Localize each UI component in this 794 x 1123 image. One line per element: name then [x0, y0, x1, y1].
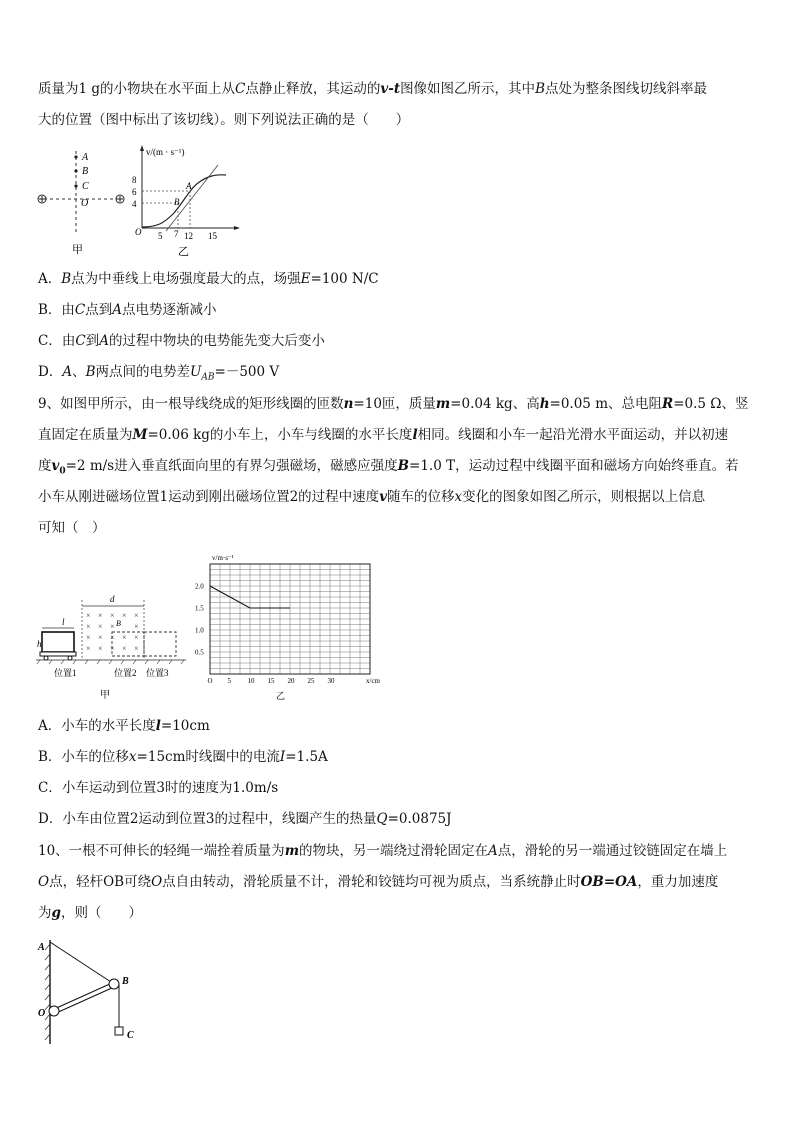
q9-figure-jia — [36, 592, 206, 704]
q9-option-a: A．小车的水平长度l=10cm — [38, 718, 210, 734]
field-cross: × — [134, 622, 139, 631]
field-cross: × — [86, 633, 91, 642]
q9-option-b: B．小车的位移x=15cm时线圈中的电流I=1.5A — [38, 749, 328, 765]
label-pos3: 位置3 — [146, 668, 169, 678]
field-cross: × — [134, 611, 139, 620]
label-l: l — [62, 617, 65, 627]
q9-stem-line1: 9、如图甲所示，由一根导线绕成的矩形线圈的匝数n=10匝，质量m=0.04 kg、高h=0.05 m、总电阻R=0.5 Ω、竖 — [38, 396, 749, 412]
label-O: O — [81, 198, 89, 209]
q9-stem-line3: 度$v_0=2$ m/s进入垂直纸面向里的有界匀强磁场，磁感应强度B=1.0 T，运动过程中线圈平面和磁场方向始终垂直。若 — [38, 458, 739, 477]
field-cross: × — [98, 611, 103, 620]
x-tick-label: 30 — [327, 677, 335, 685]
origin: O — [135, 227, 142, 237]
x-tick-label: 5 — [227, 677, 231, 685]
ytick-8: 8 — [132, 175, 137, 185]
label-C: C — [82, 181, 89, 192]
point-A: A — [186, 181, 192, 191]
q9-stem-line2: 直固定在质量为M=0.06 kg的小车上，小车与线圈的水平长度l相同。线圈和小车一起沿光滑水平面运动，并以初速 — [38, 427, 729, 443]
ylabel: v/(m · s⁻¹) — [146, 147, 185, 157]
label-O: O — [38, 1008, 46, 1019]
x-tick-label: 25 — [307, 677, 315, 685]
label-h: h — [37, 639, 42, 649]
field-cross: × — [86, 644, 91, 653]
q10-stem-line3: 为g，则（ ） — [38, 905, 142, 921]
caption-jia: 甲 — [72, 244, 83, 256]
x-tick-label: 10 — [247, 677, 255, 685]
label-d: d — [110, 594, 115, 604]
q9-option-c: C．小车运动到位置3时的速度为1.0m/s — [38, 780, 279, 796]
chart-xlabel: x/cm — [366, 677, 380, 685]
y-tick-label: 1.0 — [195, 626, 204, 635]
label-A: A — [38, 942, 45, 953]
q8-option-c: C．由C到A的过程中物块的电势能先变大后变小 — [38, 333, 325, 349]
q10-figure — [36, 936, 156, 1046]
label-B: B — [116, 619, 121, 628]
field-cross: × — [110, 644, 115, 653]
q10-stem-line1: 10、一根不可伸长的轻绳一端拴着质量为m的物块，另一端绕过滑轮固定在A点，滑轮的另一端通过铰链固定在墙上 — [38, 843, 728, 859]
xtick-5: 5 — [158, 231, 163, 241]
point-B: B — [174, 197, 180, 207]
q9-figure-yi — [192, 550, 392, 700]
label-pos1: 位置1 — [54, 668, 77, 678]
q8-stem-line1: 质量为1 g的小物块在水平面上从C点静止释放，其运动的v-t图像如图乙所示，其中B点处为整条图线切线斜率最 — [38, 81, 707, 97]
field-cross: × — [110, 611, 115, 620]
field-cross: × — [98, 633, 103, 642]
xtick-12: 12 — [184, 231, 193, 241]
field-cross: × — [86, 611, 91, 620]
field-cross: × — [98, 644, 103, 653]
x-tick-label: O — [207, 677, 213, 685]
q9-stem-line4: 小车从刚进磁场位置1运动到刚出磁场位置2的过程中速度v随车的位移x变化的图象如图乙所示，则根据以上信息 — [38, 489, 706, 505]
q8-option-d: D．A、B两点间的电势差$U_{AB}=-500$ V — [38, 364, 280, 383]
field-cross: × — [122, 611, 127, 620]
y-tick-label: 1.5 — [195, 604, 204, 613]
q8-figure-jia — [34, 143, 134, 263]
q9-option-d: D．小车由位置2运动到位置3的过程中，线圈产生的热量Q=0.0875J — [38, 811, 452, 827]
x-tick-label: 20 — [287, 677, 295, 685]
label-pos2: 位置2 — [114, 668, 137, 678]
caption-yi: 乙 — [178, 246, 189, 258]
q8-figure-yi — [130, 143, 250, 263]
label-B: B — [82, 166, 89, 177]
ytick-6: 6 — [132, 187, 137, 197]
field-cross: × — [110, 633, 115, 642]
q8-stem-line2: 大的位置（图中标出了该切线）。则下列说法正确的是（ ） — [38, 112, 410, 128]
y-tick-label: 2.0 — [195, 582, 204, 591]
xtick-7: 7 — [174, 229, 179, 239]
field-cross: × — [122, 644, 127, 653]
field-cross: × — [122, 633, 127, 642]
field-cross: × — [110, 622, 115, 631]
field-cross: × — [86, 622, 91, 631]
chart-caption: 乙 — [276, 691, 286, 700]
label-C: C — [127, 1030, 134, 1041]
q9-stem-line5: 可知（ ） — [38, 520, 106, 536]
caption-jia: 甲 — [100, 690, 110, 701]
q10-stem-line2: O点，轻杆OB可绕O点自由转动，滑轮质量不计，滑轮和铰链均可视为质点，当系统静止时OB=OA，重力加速度 — [38, 874, 719, 890]
label-A: A — [82, 152, 89, 163]
field-cross: × — [134, 633, 139, 642]
field-cross: × — [98, 622, 103, 631]
label-B: B — [122, 976, 129, 987]
q8-option-a: A．B点为中垂线上电场强度最大的点，场强E=100 N/C — [38, 271, 379, 287]
xtick-15: 15 — [208, 231, 217, 241]
chart-ylabel: v/m·s⁻¹ — [212, 554, 234, 562]
y-tick-label: 0.5 — [195, 648, 204, 657]
field-cross: × — [134, 644, 139, 653]
x-tick-label: 15 — [267, 677, 275, 685]
ytick-4: 4 — [132, 199, 137, 209]
q8-option-b: B．由C点到A点电势逐渐减小 — [38, 302, 217, 318]
